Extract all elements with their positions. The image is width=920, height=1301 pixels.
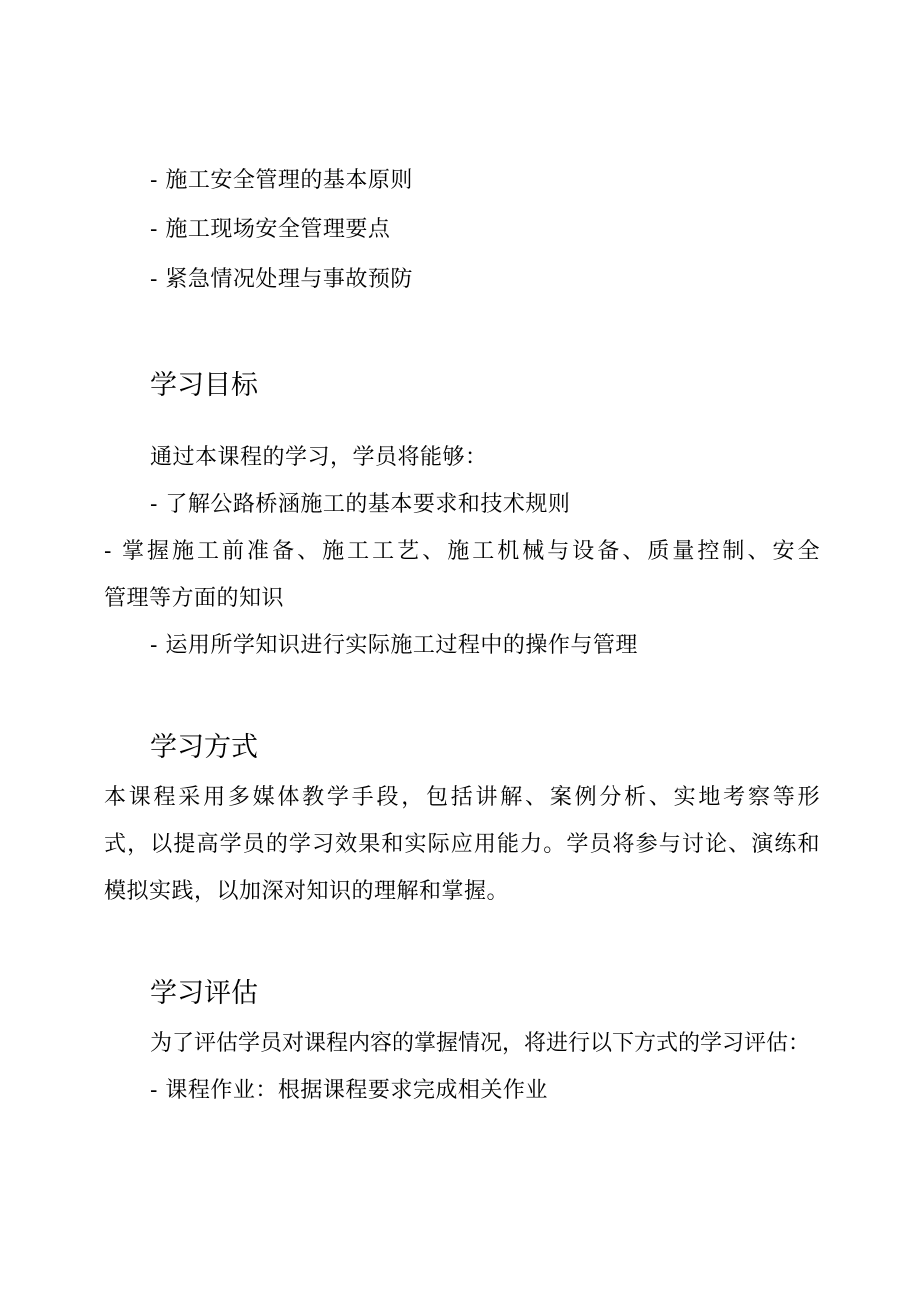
intro-list-item: - 施工现场安全管理要点 <box>150 217 391 242</box>
goals-item: - 了解公路桥涵施工的基本要求和技术规则 <box>150 492 571 517</box>
evaluation-item: - 课程作业：根据课程要求完成相关作业 <box>150 1078 548 1103</box>
evaluation-heading: 学习评估 <box>150 978 258 1009</box>
goals-intro: 通过本课程的学习，学员将能够： <box>150 445 488 470</box>
methods-paragraph-line: 本课程采用多媒体教学手段，包括讲解、案例分析、实地考察等形 <box>104 785 820 810</box>
goals-item-continuation: 管理等方面的知识 <box>104 586 285 611</box>
methods-paragraph-line: 式，以提高学员的学习效果和实际应用能力。学员将参与讨论、演练和 <box>104 832 820 857</box>
goals-heading: 学习目标 <box>150 370 258 401</box>
methods-paragraph-line: 模拟实践，以加深对知识的理解和掌握。 <box>104 879 510 904</box>
goals-item: - 运用所学知识进行实际施工过程中的操作与管理 <box>150 633 638 658</box>
goals-item: - 掌握施工前准备、施工工艺、施工机械与设备、质量控制、安全 <box>104 539 820 564</box>
evaluation-intro: 为了评估学员对课程内容的掌握情况，将进行以下方式的学习评估： <box>150 1031 811 1056</box>
intro-list-item: - 施工安全管理的基本原则 <box>150 168 413 193</box>
intro-list-item: - 紧急情况处理与事故预防 <box>150 267 413 292</box>
methods-heading: 学习方式 <box>150 732 258 763</box>
